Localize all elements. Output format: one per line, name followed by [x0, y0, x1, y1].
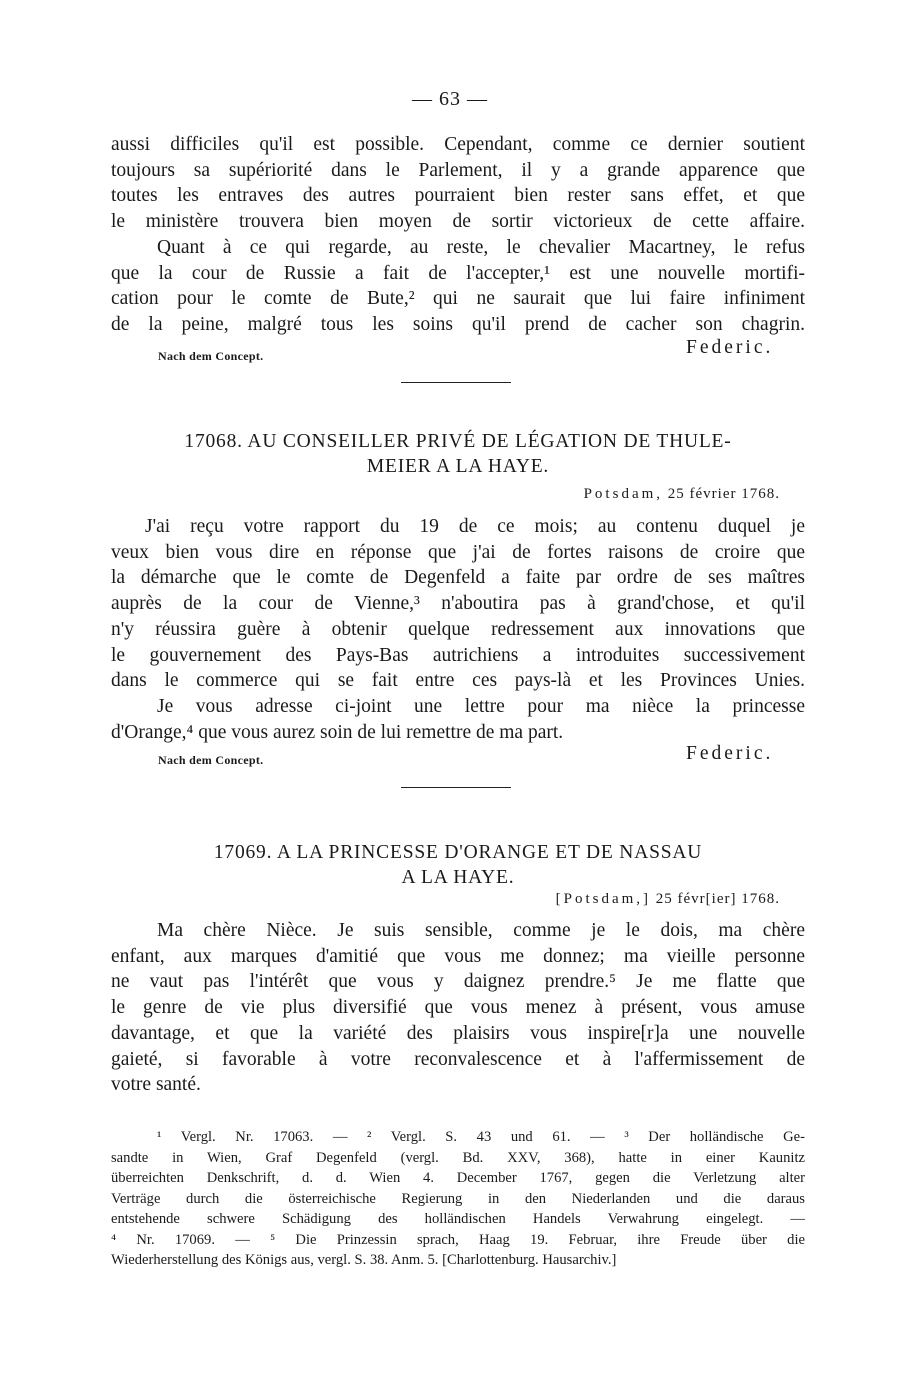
- footnote-line: entstehende schwere Schädigung des holländischen Handels Verwahrung eingelegt. —: [111, 1211, 805, 1227]
- text-line: veux bien vous dire en réponse que j'ai de fortes raisons de croire que: [111, 541, 805, 563]
- footnote-line: Wiederherstellung des Königs aus, vergl. S. 38. Anm. 5. [Charlottenburg. Hausarchiv.]: [111, 1252, 617, 1268]
- letter-heading: [111, 429, 805, 479]
- text-line: cation pour le comte de Bute,² qui ne saurait que lui faire infiniment: [111, 288, 805, 310]
- text-line: auprès de la cour de Vienne,³ n'aboutira pas à grand'chose, et qu'il: [111, 593, 805, 615]
- text-line: toutes les entraves des autres pourraient bien rester sans effet, et que: [111, 185, 805, 207]
- footnotes: [111, 1127, 805, 1271]
- text-line: que la cour de Russie a fait de l'accepter,¹ est une nouvelle mortifi-: [111, 262, 805, 284]
- text-line: ne vaut pas l'intérêt que vous y daignez prendre.⁵ Je me flatte que: [111, 971, 805, 993]
- text-line: enfant, aux marques d'amitié que vous me donnez; ma vieille personne: [111, 945, 805, 967]
- footnote-line: sandte in Wien, Graf Degenfeld (vergl. Bd. XXV, 368), hatte in einer Kaunitz: [111, 1149, 805, 1166]
- heading-line: 17069. A LA PRINCESSE D'ORANGE ET DE NASSAU: [213, 842, 703, 863]
- date: 25 février 1768.: [667, 486, 780, 502]
- section-divider: [401, 787, 511, 788]
- dateline: [584, 486, 780, 503]
- date: 25 févr[ier] 1768.: [655, 891, 780, 907]
- place: Potsdam,: [583, 486, 664, 502]
- concept-note: Nach dem Concept.: [158, 753, 264, 767]
- letter-body: [111, 918, 805, 1098]
- text-line: le ministère trouvera bien moyen de sortir victorieux de cette affaire.: [111, 211, 805, 233]
- signature: Federic.: [686, 337, 774, 358]
- text-line: de la peine, malgré tous les soins qu'il prend de cacher son chagrin.: [111, 313, 805, 335]
- heading-line: MEIER A LA HAYE.: [366, 456, 550, 477]
- text-line: le genre de vie plus diversifié que vous menez à présent, vous amuse: [111, 997, 805, 1019]
- page-number: — 63 —: [412, 88, 488, 110]
- section-divider: [401, 382, 511, 383]
- text-line: la démarche que le comte de Degenfeld a faite par ordre de ses maîtres: [111, 567, 805, 589]
- signature: Federic.: [686, 743, 774, 764]
- text-line: gaieté, si favorable à votre reconvalescence et à l'affermissement de: [111, 1048, 805, 1070]
- text-line: Ma chère Nièce. Je suis sensible, comme je le dois, ma chère: [157, 920, 805, 941]
- footnote-line: ⁴ Nr. 17069. — ⁵ Die Prinzessin sprach, Haag 19. Februar, ihre Freude über die: [111, 1231, 805, 1248]
- text-line: aussi difficiles qu'il est possible. Cependant, comme ce dernier soutient: [111, 134, 805, 155]
- letter-body: [111, 514, 805, 745]
- text-line: Quant à ce qui regarde, au reste, le chevalier Macartney, le refus: [157, 236, 805, 258]
- heading-line: A LA HAYE.: [401, 867, 515, 888]
- text-line: J'ai reçu votre rapport du 19 de ce mois; au contenu duquel je: [145, 516, 805, 537]
- text-line: Je vous adresse ci-joint une lettre pour ma nièce la princesse: [157, 695, 805, 717]
- footnote-line: Verträge durch die österreichische Regierung in den Niederlanden und die daraus: [111, 1190, 805, 1207]
- text-line: le gouvernement des Pays-Bas autrichiens a introduites successivement: [111, 644, 805, 666]
- text-line: toujours sa supériorité dans le Parlement, il y a grande apparence que: [111, 159, 805, 181]
- footnote-line: ¹ Vergl. Nr. 17063. — ² Vergl. S. 43 und 61. — ³ Der holländische Ge-: [157, 1129, 805, 1145]
- text-line: dans le commerce qui se fait entre ces pays-là et les Provinces Unies.: [111, 670, 805, 692]
- place: [Potsdam,]: [555, 891, 652, 907]
- letter-heading: [111, 840, 805, 890]
- heading-line: 17068. AU CONSEILLER PRIVÉ DE LÉGATION DE THULE-: [184, 431, 732, 452]
- footnote-line: überreichten Denkschrift, d. d. Wien 4. December 1767, gegen die Verletzung alter: [111, 1170, 805, 1186]
- text-line: davantage, et que la variété des plaisirs vous inspire[r]a une nouvelle: [111, 1022, 805, 1044]
- text-line: votre santé.: [111, 1074, 201, 1096]
- dateline: [556, 891, 780, 908]
- continuation-text: [111, 132, 805, 338]
- concept-note: Nach dem Concept.: [158, 349, 264, 363]
- text-line: n'y réussira guère à obtenir quelque redressement aux innovations que: [111, 618, 805, 640]
- text-line: d'Orange,⁴ que vous aurez soin de lui remettre de ma part.: [111, 721, 564, 743]
